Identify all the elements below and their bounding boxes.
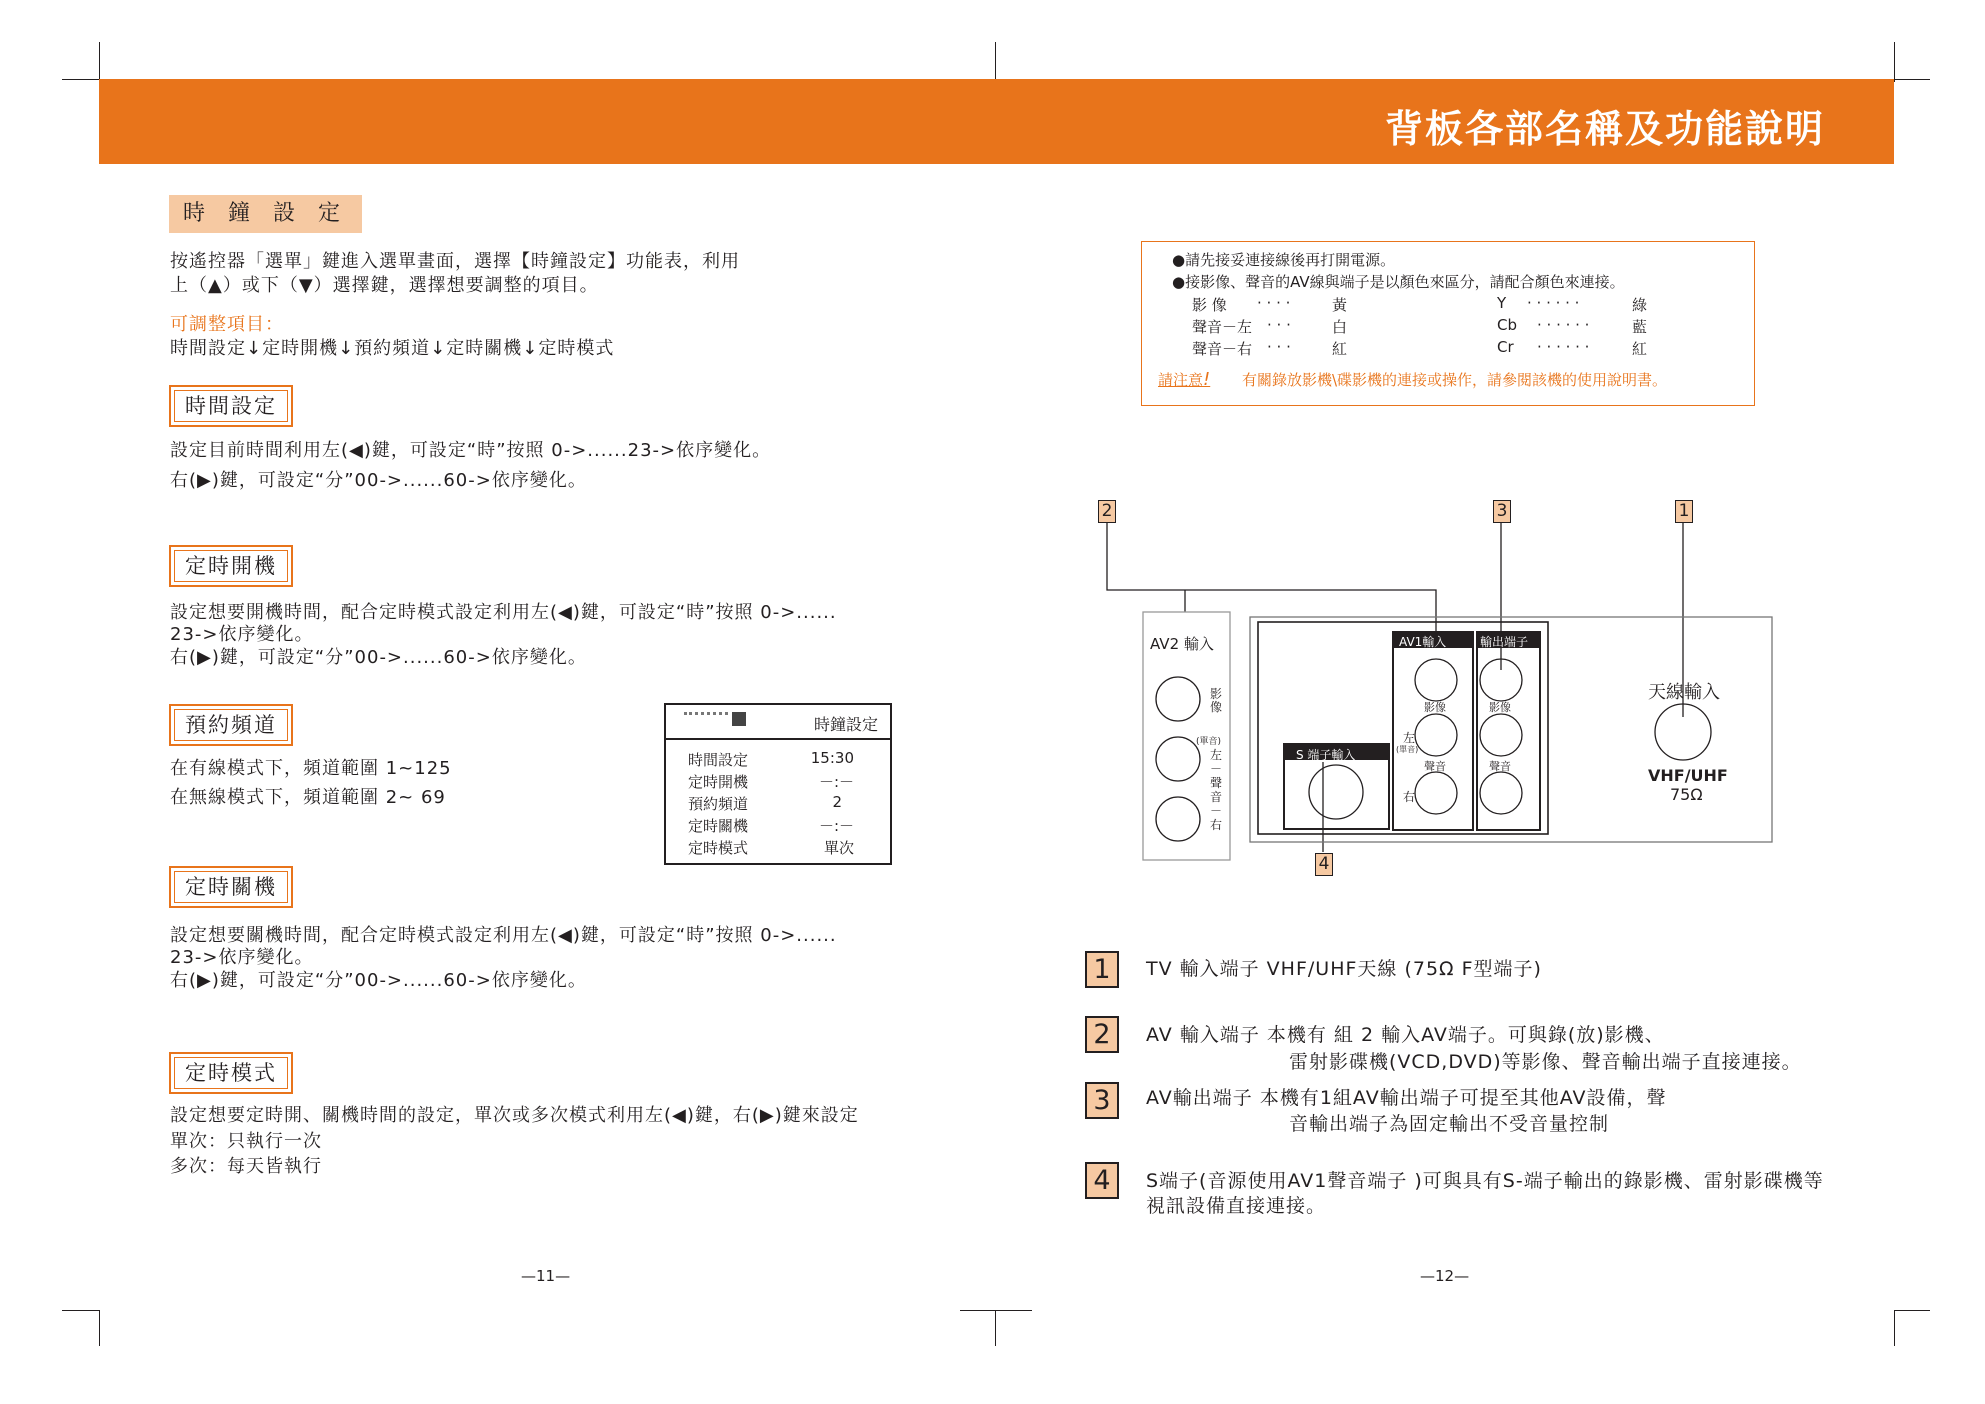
timer-off-line-1: 設定想要關機時間，配合定時模式設定利用左(◀)鍵，可設定“時”按照 0->...... <box>170 925 837 946</box>
crop-mark <box>1894 1310 1895 1346</box>
callout-2: 2 <box>1098 500 1116 523</box>
callout-1: 1 <box>1675 500 1693 523</box>
timer-mode-line-1: 設定想要定時開、關機時間的設定，單次或多次模式利用左(◀)鍵，右(▶)鍵來設定 <box>170 1105 859 1126</box>
channel-line-2: 在無線模式下，頻道範圍 2~ 69 <box>170 787 446 808</box>
color-dots: · · · <box>1267 338 1291 356</box>
av1-mono-label: (單音) <box>1396 745 1419 754</box>
page-number-left: —11— <box>521 1267 571 1285</box>
clock-settings-osd <box>664 703 892 865</box>
av1-input-label: AV1輸入 <box>1399 635 1447 649</box>
osd-square-icon <box>732 712 746 726</box>
timer-off-line-2: 23->依序變化。 <box>170 947 314 968</box>
crop-mark <box>995 1310 996 1346</box>
osd-row: 時間設定 15:30 <box>688 749 854 769</box>
av1-audio-right-jack <box>1415 772 1457 814</box>
av2-audio-label: 左－聲音－右 <box>1210 748 1223 832</box>
color-name-2: Cr <box>1497 338 1514 356</box>
av1-audio-left-jack <box>1415 714 1457 756</box>
color-value-2: 綠 <box>1632 296 1648 314</box>
crop-mark <box>1894 79 1930 80</box>
time-setting-line-1: 設定目前時間利用左(◀)鍵，可設定“時”按照 0->......23->依序變化。 <box>170 440 772 461</box>
out-video-label: 影像 <box>1489 701 1511 714</box>
time-setting-line-2: 右(▶)鍵，可設定“分”00->......60->依序變化。 <box>170 470 587 491</box>
section-time-setting: 時間設定 <box>169 385 293 427</box>
desc-number-3: 3 <box>1085 1082 1119 1119</box>
crop-mark <box>99 42 100 82</box>
color-name: 聲音－右 <box>1192 340 1253 358</box>
av2-video-label: 影像 <box>1210 687 1223 714</box>
notice-box <box>1141 241 1755 406</box>
osd-row: 預約頻道 2 <box>688 793 842 813</box>
notice-line-1: ●請先接妥連接線後再打開電源。 <box>1172 251 1396 269</box>
timer-on-line-3: 右(▶)鍵，可設定“分”00->......60->依序變化。 <box>170 647 587 668</box>
crop-mark <box>1894 42 1895 82</box>
desc-4-line-2: 視訊設備直接連接。 <box>1146 1195 1327 1217</box>
callout-3: 3 <box>1493 500 1511 523</box>
output-terminal-label: 輸出端子 <box>1480 635 1529 649</box>
color-value: 白 <box>1332 318 1348 336</box>
osd-dots-icon <box>684 712 728 723</box>
osd-title: 時鐘設定 <box>813 715 878 734</box>
out-audio-label: 聲音 <box>1489 760 1511 773</box>
section-timer-off: 定時關機 <box>169 866 293 908</box>
adjustable-label: 可調整項目： <box>170 314 284 335</box>
av2-video-jack <box>1156 677 1200 721</box>
timer-off-line-3: 右(▶)鍵，可設定“分”00->......60->依序變化。 <box>170 970 587 991</box>
color-value-2: 紅 <box>1632 340 1648 358</box>
timer-mode-line-2: 單次：只執行一次 <box>170 1131 322 1152</box>
out-audio-right-jack <box>1480 772 1522 814</box>
desc-number-1: 1 <box>1085 951 1119 988</box>
osd-row: 定時開機 －:－ <box>688 773 854 791</box>
color-dots: · · · <box>1267 316 1291 334</box>
section-timer-on: 定時開機 <box>169 545 293 587</box>
crop-mark <box>99 1310 100 1346</box>
adjustable-items: 時間設定↓定時開機↓預約頻道↓定時關機↓定時模式 <box>170 338 615 359</box>
section-timer-mode: 定時模式 <box>169 1052 293 1094</box>
color-name-2: Cb <box>1497 316 1517 334</box>
color-dots-2: · · · · · · <box>1537 316 1590 334</box>
crop-mark <box>1894 1310 1930 1311</box>
antenna-label: 天線輸入 <box>1648 682 1720 703</box>
av1-left-label: 左 <box>1403 731 1416 745</box>
callout-4: 4 <box>1315 853 1333 876</box>
section-channel-reservation: 預約頻道 <box>169 704 293 746</box>
attention-text: 有關錄放影機\碟影機的連接或操作，請參閱該機的使用說明書。 <box>1242 371 1668 389</box>
page-title: 背板各部名稱及功能說明 <box>1384 107 1825 151</box>
antenna-ohm: 75Ω <box>1670 785 1703 804</box>
desc-number-2: 2 <box>1085 1016 1119 1053</box>
av1-right-label: 右 <box>1403 790 1416 804</box>
out-audio-left-jack <box>1480 714 1522 756</box>
desc-3-line-2: 音輸出端子為固定輸出不受音量控制 <box>1289 1113 1610 1135</box>
av2-audio-right-jack <box>1156 797 1200 841</box>
av1-audio-label: 聲音 <box>1424 760 1446 773</box>
s-terminal-jack <box>1309 765 1363 819</box>
color-dots-2: · · · · · · <box>1527 294 1580 312</box>
warning-icon: ! <box>1203 369 1211 390</box>
osd-row: 定時關機 －:－ <box>688 817 854 835</box>
desc-number-4: 4 <box>1085 1162 1119 1199</box>
osd-header <box>666 705 890 740</box>
crop-mark <box>960 1310 1032 1311</box>
intro-line-2: 上（▲）或下（▼）選擇鍵，選擇想要調整的項目。 <box>170 275 599 296</box>
color-dots-2: · · · · · · <box>1537 338 1590 356</box>
desc-2-line-1: AV 輸入端子 本機有 組 2 輸入AV端子。可與錄(放)影機、 <box>1146 1024 1665 1046</box>
color-name: 聲音－左 <box>1192 318 1253 336</box>
desc-2-line-2: 雷射影碟機(VCD,DVD)等影像、聲音輸出端子直接連接。 <box>1289 1051 1802 1073</box>
channel-line-1: 在有線模式下，頻道範圍 1~125 <box>170 758 452 779</box>
desc-3-line-1: AV輸出端子 本機有1組AV輸出端子可提至其他AV設備，聲 <box>1146 1087 1667 1109</box>
desc-4-line-1: S端子(音源使用AV1聲音端子 )可與具有S-端子輸出的錄影機、雷射影碟機等 <box>1146 1170 1824 1192</box>
crop-mark <box>995 42 996 82</box>
av2-audio-left-jack <box>1156 737 1200 781</box>
color-name: 影 像 <box>1192 296 1227 314</box>
intro-line-1: 按遙控器「選單」鍵進入選單畫面，選擇【時鐘設定】功能表，利用 <box>170 251 740 272</box>
desc-1-line-1: TV 輸入端子 VHF/UHF天線 (75Ω F型端子) <box>1146 958 1542 980</box>
crop-mark <box>62 1310 99 1311</box>
color-value: 紅 <box>1332 340 1348 358</box>
timer-mode-line-3: 多次：每天皆執行 <box>170 1156 322 1177</box>
color-dots: · · · · <box>1257 294 1291 312</box>
page-number-right: —12— <box>1420 1267 1470 1285</box>
av2-mono-label: (單音) <box>1196 737 1222 747</box>
av1-video-label: 影像 <box>1424 701 1446 714</box>
antenna-type: VHF/UHF <box>1648 766 1728 785</box>
color-name-2: Y <box>1497 294 1507 312</box>
callout-2-leader <box>1107 521 1436 632</box>
av1-video-jack <box>1415 659 1457 701</box>
crop-mark <box>62 79 99 80</box>
color-value: 黃 <box>1332 296 1348 314</box>
main-panel <box>1250 617 1772 842</box>
timer-on-line-2: 23->依序變化。 <box>170 624 314 645</box>
notice-line-2: ●接影像、聲音的AV線與端子是以顏色來區分，請配合顏色來連接。 <box>1172 273 1625 291</box>
attention-label: 請注意! <box>1158 369 1211 390</box>
output-terminal-box <box>1477 632 1540 830</box>
av2-label: AV2 輸入 <box>1150 635 1214 653</box>
s-terminal-label: S 端子輸入 <box>1296 748 1356 762</box>
color-value-2: 藍 <box>1632 318 1648 336</box>
timer-on-line-1: 設定想要開機時間，配合定時模式設定利用左(◀)鍵，可設定“時”按照 0->...... <box>170 602 837 623</box>
clock-settings-heading: 時 鐘 設 定 <box>169 195 362 233</box>
osd-row: 定時模式 單次 <box>688 839 854 857</box>
